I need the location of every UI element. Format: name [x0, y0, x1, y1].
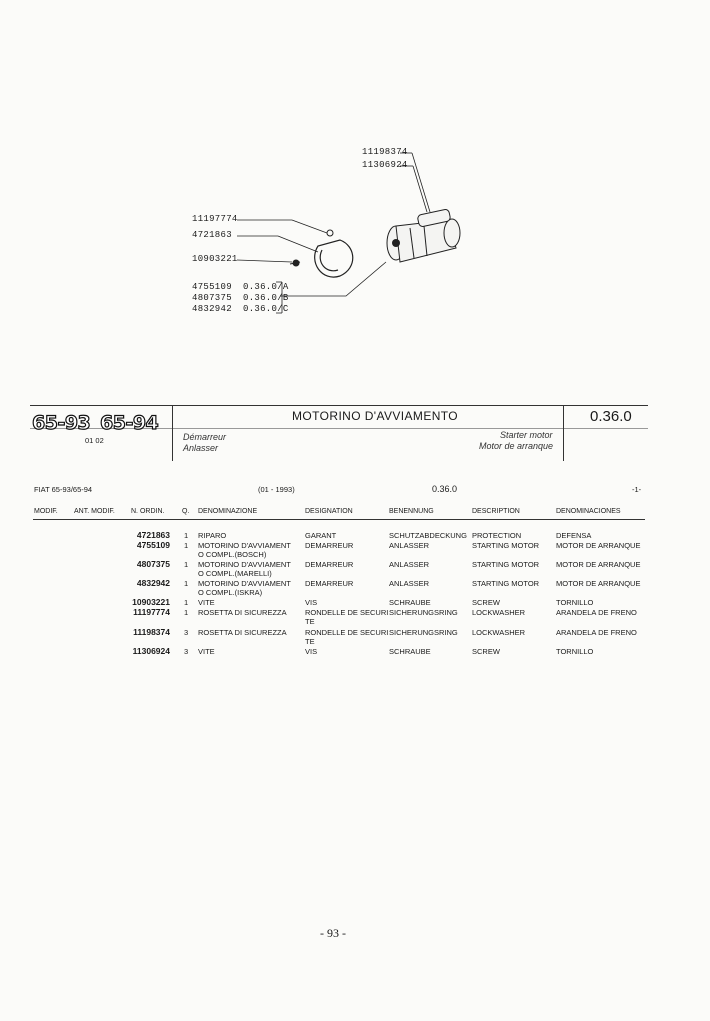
section-title: MOTORINO D'AVVIAMENTO: [292, 409, 459, 423]
title-german: Anlasser: [183, 443, 219, 453]
page-number: - 93 -: [320, 926, 346, 940]
part-spanish: ARANDELA DE FRENO: [556, 628, 637, 637]
part-qty: 1: [184, 560, 189, 569]
part-spanish: MOTOR DE ARRANQUE: [556, 541, 641, 550]
header-divider-right: [563, 405, 564, 461]
list-date: (01 - 1993): [258, 485, 295, 494]
part-qty: 1: [184, 598, 189, 607]
part-number: 4832942: [136, 578, 170, 588]
part-italian: MOTORINO D'AVVIAMENT: [198, 579, 291, 588]
callout-11197774: 11197774: [192, 214, 238, 224]
part-spanish: TORNILLO: [556, 647, 594, 656]
part-italian: ROSETTA DI SICUREZZA: [198, 608, 287, 617]
part-english: LOCKWASHER: [472, 608, 526, 617]
callout-variant-ref: 0.36.0/B: [243, 293, 289, 303]
callout-variant-ref: 0.36.0/A: [243, 282, 289, 292]
callout-10903221: 10903221: [192, 254, 238, 264]
part-qty: 3: [184, 647, 189, 656]
part-spanish: ARANDELA DE FRENO: [556, 608, 637, 617]
part-row: [0, 608, 710, 630]
columns-rule: [33, 519, 645, 520]
part-italian: MOTORINO D'AVVIAMENT: [198, 560, 291, 569]
part-french: DEMARREUR: [305, 541, 354, 550]
part-number: 4755109: [136, 540, 170, 550]
section-code: 0.36.0: [590, 408, 632, 425]
part-spanish: MOTOR DE ARRANQUE: [556, 560, 641, 569]
part-qty: 1: [184, 541, 189, 550]
title-spanish: Motor de arranque: [479, 441, 554, 451]
part-spanish: TORNILLO: [556, 598, 594, 607]
part-french: GARANT: [305, 531, 337, 540]
part-qty: 1: [184, 579, 189, 588]
part-german: SCHRAUBE: [389, 598, 431, 607]
title-english: Starter motor: [500, 430, 553, 440]
col-quantity: Q.: [182, 508, 190, 515]
header-top-rule: [30, 405, 648, 406]
col-english: DESCRIPTION: [472, 508, 520, 515]
header-subcode: 01 02: [85, 436, 104, 445]
part-german: ANLASSER: [389, 579, 430, 588]
col-italian: DENOMINAZIONE: [198, 508, 258, 515]
callout-variant-pn: 4755109: [192, 282, 232, 292]
part-french: RONDELLE DE SECURI: [305, 628, 389, 637]
part-french: RONDELLE DE SECURI: [305, 608, 389, 617]
callout-11306924: 11306924: [362, 160, 408, 170]
list-section: 0.36.0: [432, 484, 458, 494]
title-french: Démarreur: [183, 432, 227, 442]
part-italian-cont: O COMPL.(BOSCH): [198, 550, 267, 559]
part-english: SCREW: [472, 598, 500, 607]
list-model: FIAT 65-93/65-94: [34, 485, 93, 494]
callout-11198374: 11198374: [362, 147, 408, 157]
exploded-diagram: [0, 0, 710, 400]
model-badge-65-93: 65-93: [32, 412, 91, 434]
part-french: VIS: [305, 647, 318, 656]
callout-4721863: 4721863: [192, 230, 232, 240]
part-french-cont: TE: [305, 637, 315, 646]
part-italian: RIPARO: [198, 531, 227, 540]
part-english: LOCKWASHER: [472, 628, 526, 637]
model-badge-65-94: 65-94: [100, 412, 159, 434]
part-english: SCREW: [472, 647, 500, 656]
part-qty: 1: [184, 608, 189, 617]
part-spanish: DEFENSA: [556, 531, 592, 540]
part-italian: MOTORINO D'AVVIAMENT: [198, 541, 291, 550]
part-number: 4721863: [136, 530, 170, 540]
callout-variant-pn: 4832942: [192, 304, 232, 314]
col-ant-modif: ANT. MODIF.: [74, 508, 115, 515]
header-divider-left: [172, 405, 173, 461]
part-french: DEMARREUR: [305, 560, 354, 569]
list-page: -1-: [632, 485, 642, 494]
part-italian-cont: O COMPL.(MARELLI): [198, 569, 272, 578]
part-english: STARTING MOTOR: [472, 541, 540, 550]
col-part-number: N. ORDIN.: [131, 508, 165, 515]
part-spanish: MOTOR DE ARRANQUE: [556, 579, 641, 588]
part-number: 10903221: [132, 597, 170, 607]
part-italian: ROSETTA DI SICUREZZA: [198, 628, 287, 637]
col-spanish: DENOMINACIONES: [556, 508, 621, 515]
col-german: BENENNUNG: [389, 508, 434, 515]
col-modif: MODIF.: [34, 508, 58, 515]
part-italian: VITE: [198, 598, 215, 607]
part-german: ANLASSER: [389, 560, 430, 569]
part-number: 4807375: [136, 559, 170, 569]
part-number: 11197774: [133, 607, 170, 617]
part-number: 11306924: [132, 646, 170, 656]
part-italian: VITE: [198, 647, 215, 656]
part-number: 11198374: [133, 627, 170, 637]
callout-variant-ref: 0.36.0/C: [243, 304, 289, 314]
callout-variant-pn: 4807375: [192, 293, 232, 303]
part-german: SICHERUNGSRING: [389, 608, 458, 617]
part-qty: 3: [184, 628, 189, 637]
part-english: STARTING MOTOR: [472, 560, 540, 569]
part-row: [0, 647, 710, 669]
part-french-cont: TE: [305, 617, 315, 626]
part-german: SCHUTZABDECKUNG: [389, 531, 467, 540]
part-german: SCHRAUBE: [389, 647, 431, 656]
part-english: STARTING MOTOR: [472, 579, 540, 588]
part-qty: 1: [184, 531, 189, 540]
part-english: PROTECTION: [472, 531, 522, 540]
part-french: DEMARREUR: [305, 579, 354, 588]
part-german: SICHERUNGSRING: [389, 628, 458, 637]
part-german: ANLASSER: [389, 541, 430, 550]
part-french: VIS: [305, 598, 318, 607]
col-french: DESIGNATION: [305, 508, 353, 515]
part-italian-cont: O COMPL.(ISKRA): [198, 588, 263, 597]
